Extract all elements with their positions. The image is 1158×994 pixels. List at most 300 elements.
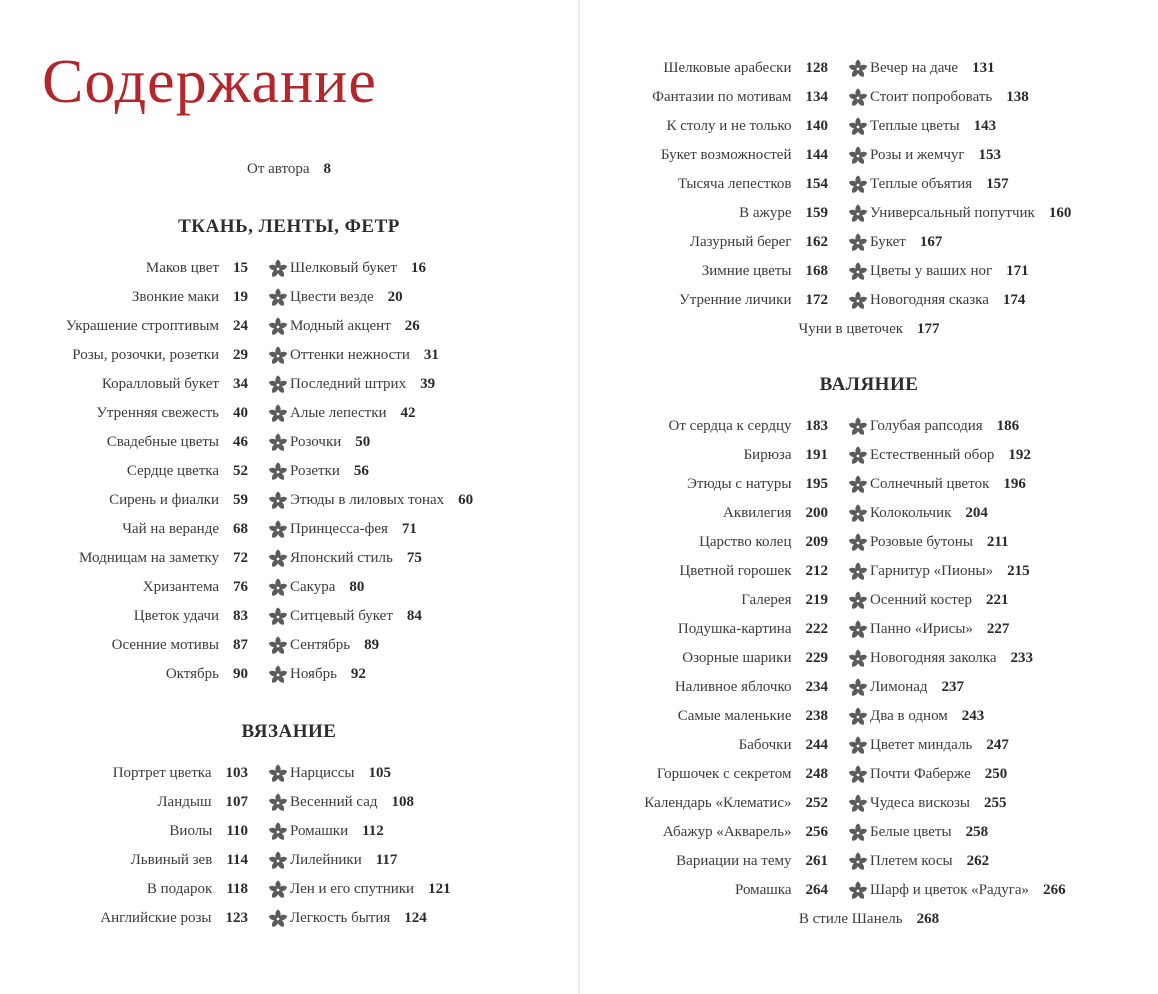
entry-page-number: 84 (406, 608, 422, 624)
toc-entry[interactable] (870, 615, 1009, 644)
toc-entry[interactable] (290, 428, 370, 457)
entry-page-number: 168 (805, 263, 828, 279)
entry-page-number: 238 (805, 708, 828, 724)
entry-title: Подушка-картина (677, 621, 792, 637)
toc-entry[interactable] (143, 573, 248, 602)
entry-title: Тысяча лепестков (677, 176, 792, 192)
toc-entry[interactable] (870, 557, 1030, 586)
entry-page-number: 72 (233, 550, 248, 566)
flower-icon (268, 433, 288, 453)
entry-page-number: 162 (805, 234, 828, 250)
toc-entry[interactable] (676, 847, 828, 876)
entry-title: Ромашки (290, 823, 349, 839)
entry-title: Маков цвет (145, 260, 219, 276)
entry-title: Осенние мотивы (111, 637, 219, 653)
flower-icon (268, 665, 288, 685)
entry-title: Ландыш (157, 794, 212, 810)
toc-entry[interactable] (290, 788, 414, 817)
toc-entry[interactable] (290, 875, 451, 904)
toc-row (580, 673, 1158, 702)
toc-entry[interactable] (870, 441, 1031, 470)
toc-entry[interactable] (290, 370, 435, 399)
entry-title: Голубая рапсодия (870, 418, 983, 434)
page-title: Содержание (42, 48, 377, 116)
entry-title: Звонкие маки (131, 289, 219, 305)
entry-title: Утренняя свежесть (96, 405, 219, 421)
entry-page-number: 258 (965, 824, 989, 840)
toc-entry[interactable] (690, 228, 828, 257)
toc-entry[interactable] (147, 875, 248, 904)
toc-entry[interactable] (79, 544, 248, 573)
entry-page-number: 266 (1043, 882, 1066, 898)
entry-title: Хризантема (142, 579, 219, 595)
toc-row (0, 341, 578, 370)
toc-row (580, 112, 1158, 141)
entry-title: Календарь «Клематис» (644, 795, 792, 811)
section-heading-felting: ВАЛЯНИЕ (819, 374, 919, 395)
flower-icon (268, 259, 288, 279)
entry-title: Гарнитур «Пионы» (870, 563, 994, 579)
entry-title: Колокольчик (870, 505, 952, 521)
toc-row (580, 54, 1158, 83)
entry-title: Озорные шарики (682, 650, 792, 666)
entry-page-number: 40 (233, 405, 248, 421)
entry-page-number: 204 (965, 505, 988, 521)
toc-entry[interactable] (122, 515, 248, 544)
flower-icon (848, 117, 868, 137)
entry-title: Коралловый букет (101, 376, 219, 392)
toc-row (580, 702, 1158, 731)
toc-row (580, 470, 1158, 499)
toc-entry[interactable] (702, 257, 828, 286)
entry-title: Бабочки (738, 737, 792, 753)
toc-row (580, 789, 1158, 818)
toc-entry[interactable] (134, 602, 248, 631)
entry-page-number: 92 (350, 666, 366, 682)
toc-row (580, 257, 1158, 286)
entry-page-number: 215 (1007, 563, 1030, 579)
entry-title: В ажуре (739, 205, 792, 221)
entry-page-number: 134 (805, 89, 828, 105)
toc-entry[interactable] (580, 315, 1158, 344)
entry-page-number: 157 (986, 176, 1009, 192)
entry-page-number: 31 (423, 347, 439, 363)
entry-title: Осенний костер (870, 592, 972, 608)
toc-entry[interactable] (290, 457, 369, 486)
toc-entry[interactable] (687, 470, 828, 499)
toc-entry[interactable] (870, 528, 1009, 557)
toc-entry[interactable] (109, 486, 248, 515)
entry-page-number: 56 (353, 463, 369, 479)
entry-page-number: 52 (233, 463, 248, 479)
entry-title: Украшение строптивым (65, 318, 219, 334)
toc-row (580, 760, 1158, 789)
entry-page-number: 114 (226, 852, 248, 868)
toc-entry[interactable] (870, 847, 989, 876)
entry-page-number: 237 (941, 679, 965, 695)
flower-icon (848, 291, 868, 311)
toc-entry[interactable] (663, 54, 828, 83)
toc-row (580, 615, 1158, 644)
entry-title: Этюды с натуры (686, 476, 792, 492)
entry-page-number: 248 (805, 766, 828, 782)
entry-page-number: 80 (349, 579, 365, 595)
toc-entry[interactable] (0, 155, 578, 184)
toc-row (0, 660, 578, 689)
entry-title: Теплые цветы (870, 118, 960, 134)
entry-title: Солнечный цветок (870, 476, 990, 492)
entry-title: Алые лепестки (290, 405, 387, 421)
toc-entry[interactable] (290, 904, 427, 933)
entry-title: Горшочек с секретом (656, 766, 792, 782)
toc-entry[interactable] (739, 199, 828, 228)
entry-title: Царство колец (699, 534, 792, 550)
entry-title: Два в одном (870, 708, 948, 724)
entry-page-number: 144 (805, 147, 828, 163)
toc-row (580, 818, 1158, 847)
entry-page-number: 59 (233, 492, 248, 508)
toc-entry[interactable] (682, 644, 828, 673)
entry-page-number: 121 (428, 881, 451, 897)
toc-entry[interactable] (290, 660, 366, 689)
toc-entry[interactable] (290, 544, 422, 573)
toc-entry[interactable] (870, 586, 1008, 615)
flower-icon (268, 578, 288, 598)
entry-page-number: 183 (805, 418, 828, 434)
entry-title: Бирюза (743, 447, 792, 463)
toc-entry[interactable] (870, 644, 1033, 673)
toc-entry[interactable] (735, 876, 828, 905)
toc-entry[interactable] (290, 817, 384, 846)
entry-title: Шарф и цветок «Радуга» (870, 882, 1030, 898)
toc-entry[interactable] (870, 702, 984, 731)
entry-page-number: 19 (233, 289, 248, 305)
toc-entry[interactable] (290, 602, 422, 631)
toc-row (580, 528, 1158, 557)
flower-icon (268, 288, 288, 308)
toc-entry[interactable] (290, 846, 397, 875)
toc-row (580, 199, 1158, 228)
toc-entry[interactable] (675, 673, 828, 702)
toc-row (580, 170, 1158, 199)
entry-page-number: 160 (1048, 205, 1072, 221)
toc-row (0, 370, 578, 399)
entry-page-number: 71 (401, 521, 417, 537)
entry-title: Наливное яблочко (674, 679, 792, 695)
toc-list-knitting (0, 759, 578, 933)
entry-title: Лазурный берег (689, 234, 792, 250)
toc-entry[interactable] (870, 83, 1029, 112)
toc-entry[interactable] (96, 399, 248, 428)
toc-row (0, 904, 578, 933)
entry-title: Лимонад (870, 679, 928, 695)
flower-icon (268, 793, 288, 813)
toc-entry[interactable] (644, 789, 828, 818)
flower-icon (268, 549, 288, 569)
entry-page-number: 227 (986, 621, 1010, 637)
entry-page-number: 15 (233, 260, 248, 276)
entry-title: Цвести везде (290, 289, 374, 305)
flower-icon (848, 475, 868, 495)
flower-icon (848, 881, 868, 901)
toc-row (0, 817, 578, 846)
entry-title: Весенний сад (290, 794, 378, 810)
entry-page-number: 8 (323, 161, 332, 177)
right-page (580, 0, 1158, 994)
flower-icon (848, 175, 868, 195)
entry-title: Стоит попробовать (870, 89, 993, 105)
toc-list-felting (580, 412, 1158, 934)
flower-icon (268, 317, 288, 337)
toc-entry[interactable] (870, 257, 1029, 286)
toc-row (0, 515, 578, 544)
entry-title: От сердца к сердцу (668, 418, 792, 434)
entry-page-number: 174 (1002, 292, 1026, 308)
toc-entry[interactable] (102, 370, 248, 399)
toc-entry[interactable] (870, 789, 1007, 818)
entry-page-number: 244 (805, 737, 828, 753)
toc-entry[interactable] (657, 760, 828, 789)
toc-entry[interactable] (870, 199, 1071, 228)
toc-entry[interactable] (723, 499, 828, 528)
entry-page-number: 233 (1010, 650, 1033, 666)
entry-page-number: 89 (364, 637, 380, 653)
toc-entry[interactable] (146, 254, 248, 283)
entry-title: Цветок удачи (133, 608, 219, 624)
toc-entry[interactable] (870, 876, 1066, 905)
entry-page-number: 222 (805, 621, 828, 637)
entry-page-number: 177 (917, 321, 940, 337)
toc-entry[interactable] (290, 399, 416, 428)
toc-entry[interactable] (107, 428, 248, 457)
entry-title: Оттенки нежности (290, 347, 410, 363)
toc-entry[interactable] (112, 631, 248, 660)
toc-row (0, 312, 578, 341)
toc-entry[interactable] (870, 286, 1025, 315)
entry-page-number: 16 (410, 260, 426, 276)
toc-entry[interactable] (870, 470, 1026, 499)
toc-entry[interactable] (870, 54, 995, 83)
toc-entry[interactable] (678, 615, 828, 644)
toc-entry[interactable] (699, 528, 828, 557)
entry-page-number: 211 (986, 534, 1009, 550)
toc-entry[interactable] (290, 515, 417, 544)
toc-entry[interactable] (870, 141, 1001, 170)
entry-page-number: 39 (420, 376, 436, 392)
toc-entry[interactable] (739, 731, 828, 760)
flower-icon (848, 852, 868, 872)
flower-icon (268, 491, 288, 511)
entry-page-number: 87 (233, 637, 248, 653)
entry-page-number: 112 (362, 823, 384, 839)
toc-row (0, 254, 578, 283)
toc-entry[interactable] (132, 283, 248, 312)
toc-entry[interactable] (870, 412, 1019, 441)
entry-page-number: 42 (400, 405, 416, 421)
flower-icon (848, 204, 868, 224)
entry-title: Фантазии по мотивам (652, 89, 792, 105)
flower-icon (268, 636, 288, 656)
toc-list-knitting-continued (580, 54, 1158, 344)
toc-entry[interactable] (668, 412, 828, 441)
entry-title: Абажур «Акварель» (662, 824, 792, 840)
toc-entry[interactable] (166, 660, 248, 689)
toc-row (580, 644, 1158, 673)
toc-entry[interactable] (290, 486, 473, 515)
toc-row (0, 457, 578, 486)
entry-page-number: 117 (375, 852, 398, 868)
entry-page-number: 131 (972, 60, 995, 76)
toc-row (580, 586, 1158, 615)
flower-icon (848, 533, 868, 553)
flower-icon (848, 765, 868, 785)
toc-entry[interactable] (113, 759, 248, 788)
entry-page-number: 196 (1003, 476, 1026, 492)
entry-title: Утренние личики (679, 292, 792, 308)
entry-title: Нарциссы (290, 765, 355, 781)
entry-title: Цветной горошек (679, 563, 792, 579)
entry-page-number: 264 (805, 882, 828, 898)
flower-icon (848, 417, 868, 437)
entry-title: Модницам на заметку (79, 550, 219, 566)
flower-icon (268, 822, 288, 842)
flower-icon (848, 678, 868, 698)
toc-entry[interactable] (127, 457, 248, 486)
entry-title: Принцесса-фея (290, 521, 388, 537)
entry-page-number: 103 (225, 765, 248, 781)
toc-entry[interactable] (157, 788, 248, 817)
flower-icon (268, 880, 288, 900)
toc-entry[interactable] (290, 254, 426, 283)
toc-entry[interactable] (744, 441, 828, 470)
toc-list-fabric (0, 254, 578, 689)
entry-page-number: 68 (233, 521, 248, 537)
entry-page-number: 143 (973, 118, 997, 134)
toc-entry[interactable] (663, 818, 828, 847)
entry-title: Естественный обор (870, 447, 995, 463)
toc-entry[interactable] (66, 312, 248, 341)
entry-page-number: 26 (404, 318, 420, 334)
toc-row (580, 876, 1158, 905)
entry-title: Букет возможностей (660, 147, 792, 163)
flower-icon (848, 233, 868, 253)
toc-row (0, 544, 578, 573)
entry-title: Розетки (290, 463, 340, 479)
entry-title: Модный акцент (290, 318, 391, 334)
entry-page-number: 107 (225, 794, 248, 810)
entry-page-number: 90 (233, 666, 248, 682)
entry-page-number: 167 (919, 234, 943, 250)
toc-entry[interactable] (870, 499, 988, 528)
entry-title: В подарок (146, 881, 213, 897)
toc-entry[interactable] (870, 760, 1007, 789)
entry-title: Лен и его спутники (290, 881, 415, 897)
toc-entry[interactable] (290, 631, 379, 660)
entry-page-number: 247 (986, 737, 1009, 753)
entry-page-number: 20 (387, 289, 403, 305)
entry-page-number: 229 (805, 650, 828, 666)
toc-entry[interactable] (290, 573, 364, 602)
toc-entry[interactable] (870, 673, 964, 702)
entry-page-number: 29 (233, 347, 248, 363)
toc-entry[interactable] (290, 283, 403, 312)
flower-icon (268, 375, 288, 395)
toc-entry[interactable] (290, 341, 439, 370)
section-heading-knitting: ВЯЗАНИЕ (241, 721, 337, 742)
intro-entry (0, 155, 578, 184)
toc-entry[interactable] (870, 170, 1009, 199)
toc-entry[interactable] (679, 557, 828, 586)
toc-row (0, 602, 578, 631)
toc-entry[interactable] (870, 731, 1009, 760)
entry-page-number: 243 (961, 708, 985, 724)
toc-row (0, 846, 578, 875)
toc-entry[interactable] (870, 228, 942, 257)
toc-entry[interactable] (678, 170, 828, 199)
toc-entry[interactable] (72, 341, 248, 370)
entry-title: В стиле Шанель (798, 911, 903, 927)
entry-page-number: 172 (805, 292, 828, 308)
toc-entry[interactable] (666, 112, 828, 141)
entry-page-number: 200 (805, 505, 828, 521)
entry-page-number: 124 (404, 910, 427, 926)
entry-page-number: 50 (355, 434, 371, 450)
toc-row (0, 428, 578, 457)
entry-title: Сакура (290, 579, 336, 595)
entry-page-number: 154 (805, 176, 828, 192)
entry-title: Плетем косы (870, 853, 953, 869)
entry-title: Вариации на тему (676, 853, 792, 869)
toc-row (580, 557, 1158, 586)
toc-entry[interactable] (679, 286, 828, 315)
entry-title: Универсальный попутчик (870, 205, 1035, 221)
toc-row (580, 847, 1158, 876)
entry-title: Сирень и фиалки (109, 492, 219, 508)
entry-page-number: 255 (984, 795, 1007, 811)
toc-row (580, 141, 1158, 170)
toc-entry[interactable] (678, 702, 828, 731)
toc-entry[interactable] (290, 759, 391, 788)
toc-entry[interactable] (580, 905, 1158, 934)
toc-row (0, 631, 578, 660)
toc-entry[interactable] (870, 818, 988, 847)
toc-entry[interactable] (652, 83, 828, 112)
toc-row (580, 499, 1158, 528)
toc-row (0, 155, 578, 184)
flower-icon (268, 462, 288, 482)
toc-entry[interactable] (870, 112, 996, 141)
toc-entry[interactable] (169, 817, 248, 846)
flower-icon (848, 794, 868, 814)
toc-entry[interactable] (661, 141, 828, 170)
entry-page-number: 159 (805, 205, 828, 221)
entry-title: Лилейники (290, 852, 362, 868)
entry-title: Розовые бутоны (870, 534, 973, 550)
toc-entry[interactable] (290, 312, 420, 341)
toc-entry[interactable] (741, 586, 828, 615)
entry-title: Шелковые арабески (663, 60, 792, 76)
toc-entry[interactable] (131, 846, 248, 875)
toc-entry[interactable] (100, 904, 248, 933)
entry-page-number: 105 (368, 765, 391, 781)
toc-row (0, 875, 578, 904)
entry-page-number: 75 (406, 550, 422, 566)
entry-title: Легкость бытия (290, 910, 391, 926)
entry-page-number: 252 (805, 795, 828, 811)
toc-row (580, 441, 1158, 470)
flower-icon (848, 59, 868, 79)
entry-title: Этюды в лиловых тонах (290, 492, 445, 508)
